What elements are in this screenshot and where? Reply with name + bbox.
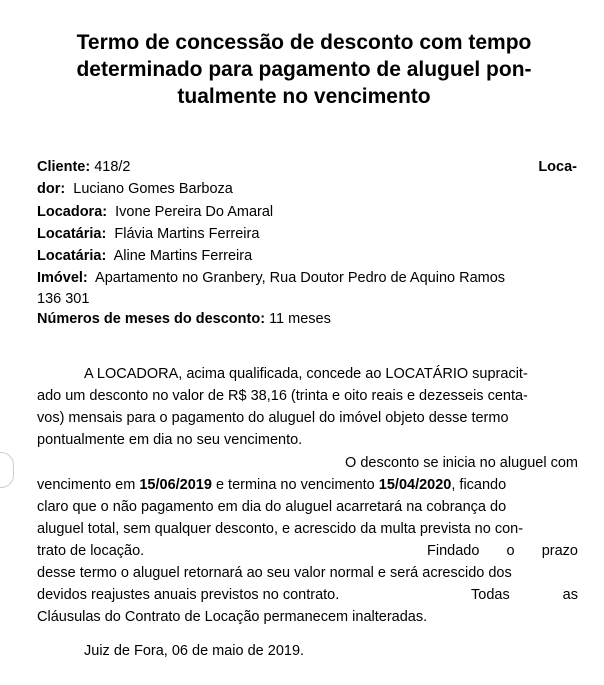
body-line-6a: vencimento em <box>37 477 140 493</box>
start-date: 15/06/2019 <box>139 477 212 493</box>
body-line-11b: Todas <box>471 587 510 603</box>
body-line-9b: Findado <box>427 543 480 559</box>
client-value: 418/2 <box>94 159 131 175</box>
place-date: Juiz de Fora, 06 de maio de 2019. <box>84 643 305 659</box>
client-row <box>37 156 577 178</box>
locataria-value-2: Aline Martins Ferreira <box>113 248 253 264</box>
meses-value: 11 meses <box>269 311 331 327</box>
body-line-6c: , ficando <box>451 477 507 493</box>
locadora-label: Locadora: <box>37 204 108 220</box>
body-line-4: pontualmente em dia no seu vencimento. <box>37 432 303 448</box>
body-line-9c: o <box>506 543 515 559</box>
locador-row <box>37 178 577 200</box>
body-line-11 <box>37 584 578 606</box>
body-line-12: Cláusulas do Contrato de Locação permanecem inalteradas. <box>37 609 428 625</box>
locador-value: Luciano Gomes Barboza <box>73 181 233 197</box>
body-line-5: O desconto se inicia no aluguel com <box>345 455 578 471</box>
locadora-value: Ivone Pereira Do Amaral <box>115 204 274 220</box>
body-line-1: A LOCADORA, acima qualificada, concede ao LOCATÁRIO supracit- <box>84 366 528 382</box>
body-line-9d: prazo <box>541 543 578 559</box>
body-line-10: desse termo o aluguel retornará ao seu valor normal e será acrescido dos <box>37 565 512 581</box>
imovel-value-line2: 136 301 <box>37 291 90 307</box>
locador-label-part1: Loca- <box>538 159 577 175</box>
meses-row <box>37 308 577 330</box>
end-date: 15/04/2020 <box>378 477 452 493</box>
meses-label: Números de meses do desconto: <box>37 311 266 327</box>
locador-label-part2: dor: <box>37 181 66 197</box>
locataria-value-1: Flávia Martins Ferreira <box>114 226 260 242</box>
imovel-value-line1: Apartamento no Granbery, Rua Doutor Pedro de Aquino Ramos <box>95 270 506 286</box>
body-line-7: claro que o não pagamento em dia do aluguel acarretará na cobrança do <box>37 499 507 515</box>
body-line-8: aluguel total, sem qualquer desconto, e acrescido da multa prevista no con- <box>37 521 524 537</box>
body-line-2: ado um desconto no valor de R$ 38,16 (trinta e oito reais e dezesseis centa- <box>37 388 528 404</box>
body-line-11c: as <box>562 587 578 603</box>
imovel-row-cont <box>37 288 577 310</box>
body-line-11a: devidos reajustes anuais previstos no contrato. <box>37 587 340 603</box>
body-line-6 <box>37 474 578 496</box>
locataria-label-1: Locatária: <box>37 226 107 242</box>
locataria-label-2: Locatária: <box>37 248 107 264</box>
side-panel-tab[interactable] <box>0 452 14 488</box>
imovel-row <box>37 267 577 289</box>
body-line-9 <box>37 540 578 562</box>
imovel-label: Imóvel: <box>37 270 88 286</box>
body-line-9a: trato de locação. <box>37 543 145 559</box>
body-line-6b: e termina no vencimento <box>211 477 379 493</box>
document-title <box>30 29 578 110</box>
title-line-2: determinado para pagamento de aluguel pon- <box>76 58 532 81</box>
locataria-row-1 <box>37 223 577 245</box>
title-line-1: Termo de concessão de desconto com tempo <box>76 31 532 54</box>
locataria-row-2 <box>37 245 577 267</box>
title-line-3: tualmente no vencimento <box>177 85 431 108</box>
locadora-row <box>37 201 577 223</box>
client-label: Cliente: <box>37 159 91 175</box>
body-line-3: vos) mensais para o pagamento do aluguel do imóvel objeto desse termo <box>37 410 509 426</box>
